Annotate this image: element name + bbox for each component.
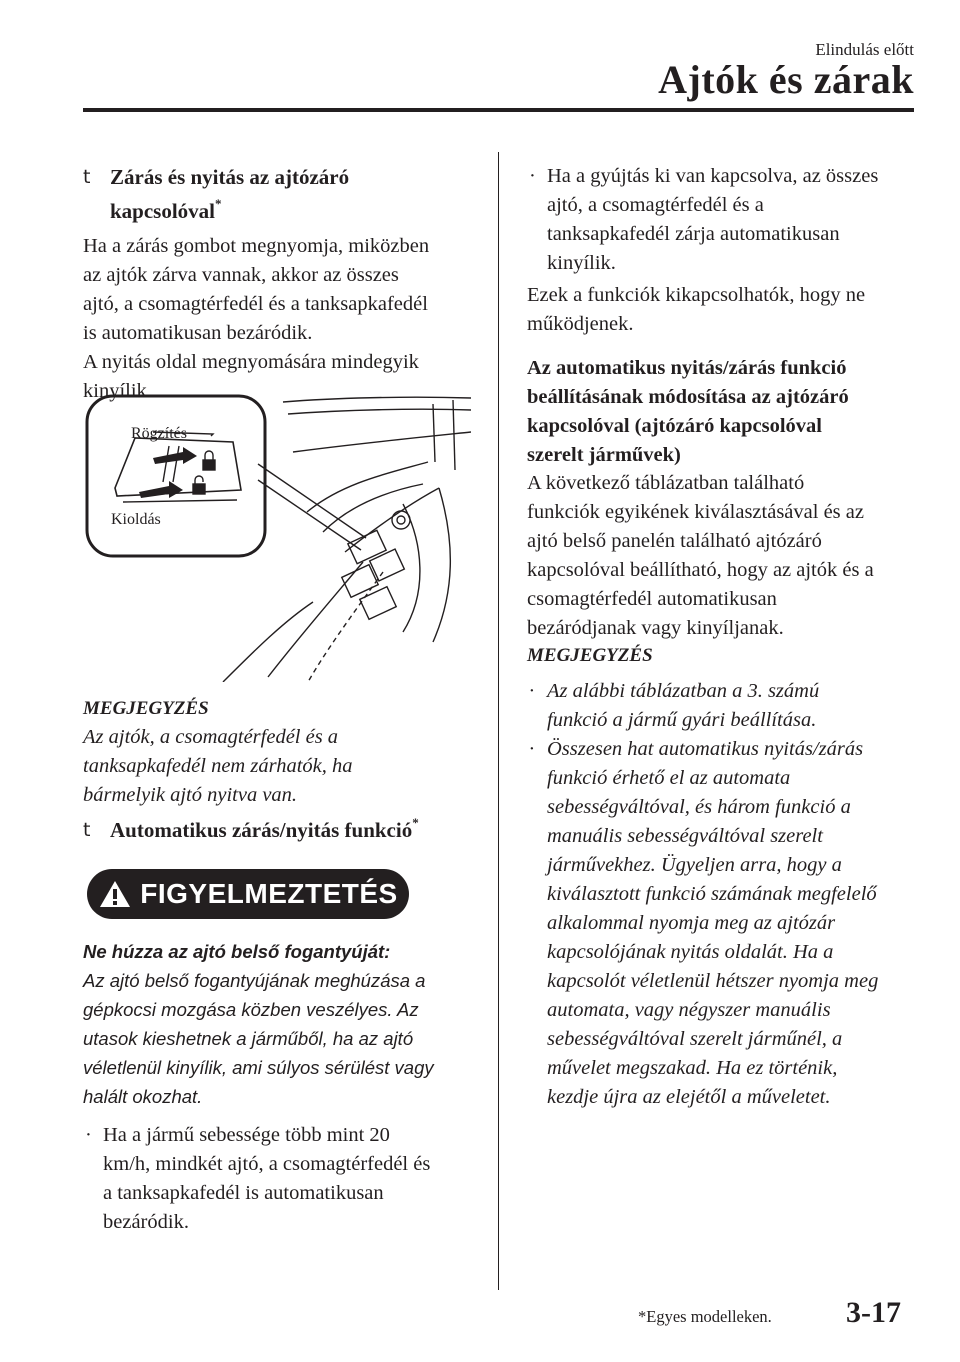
bullet-dot: ·: [529, 680, 535, 702]
text-line: az ajtók zárva vannak, akkor az összes: [83, 264, 399, 286]
text-line: Ha a zárás gombot megnyomja, miközben: [83, 235, 430, 257]
text-line: utasok kieshetnek a járműből, ha az ajtó: [83, 1028, 414, 1049]
header-rule: [83, 108, 914, 112]
text-line: ajtó belső panelén található ajtózáró: [527, 530, 822, 552]
note-title: MEGJEGYZÉS: [527, 645, 653, 666]
paragraph-lock-switch: [83, 232, 485, 406]
text-line: kinyílik.: [83, 380, 152, 402]
heading-line-2: kapcsolóval*: [110, 196, 222, 223]
text-line: ajtó, a csomagtérfedél és a: [547, 194, 764, 216]
label-lock: Rögzítés: [131, 425, 187, 442]
list-item: [527, 677, 919, 735]
text-line: kapcsolót véletlenül hétszer nyomja meg: [547, 970, 879, 992]
paragraph-table-intro: [527, 469, 919, 643]
warning-label: FIGYELMEZTETÉS: [140, 878, 398, 909]
text-line: kezdje újra az elejétől a műveletet.: [547, 1086, 831, 1108]
text-line: Az ajtók, a csomagtérfedél és a: [83, 726, 339, 748]
text-line: funkció érhető el az automata: [547, 767, 791, 789]
text-line: csomagtérfedél automatikusan: [527, 588, 777, 610]
note-factory-setting: [527, 641, 919, 1112]
heading-line-1: Zárás és nyitás az ajtózáró: [110, 165, 350, 189]
text-line: ajtó, a csomagtérfedél és a tanksapkafedél: [83, 293, 428, 315]
text-line: Ha a jármű sebessége több mint 20: [103, 1124, 390, 1146]
text-line: bezáródik.: [103, 1211, 189, 1233]
text-line: szerelt járművek): [527, 444, 681, 466]
text-line: működjenek.: [527, 313, 634, 335]
label-unlock: Kioldás: [111, 511, 161, 528]
bullet-ignition-off: [527, 162, 919, 278]
list-item: [527, 162, 919, 278]
text-line: Az automatikus nyitás/zárás funkció: [527, 357, 847, 379]
text-line: manuális sebességváltóval szerelt: [547, 825, 823, 847]
text-line: funkciók egyikének kiválasztásával és az: [527, 501, 864, 523]
text-line: gépkocsi mozgása közben veszélyes. Az: [83, 999, 419, 1020]
text-line: művelet megszakad. Ha ez történik,: [547, 1057, 838, 1079]
bullet-dot: ·: [85, 1124, 92, 1146]
warning-banner: [87, 869, 409, 919]
text-line: véletlenül kinyílik, ami súlyos sérülést vagy: [83, 1057, 434, 1078]
warning-triangle-icon: [98, 879, 132, 909]
subheading-change-settings: [527, 354, 919, 470]
heading-auto-lock: [83, 813, 485, 847]
warning-title: Ne húzza az ajtó belső fogantyúját:: [83, 941, 391, 962]
text-line: sebességváltóval szerelt járműnél, a: [547, 1028, 843, 1050]
text-line: sebességváltóval, és három funkció a: [547, 796, 851, 818]
door-lock-switch-illustration: [83, 392, 471, 682]
text-line: halált okozhat.: [83, 1086, 203, 1107]
text-line: járművekhez. Ügyeljen arra, hogy a: [547, 854, 842, 876]
text-line: funkció a jármű gyári beállítása.: [547, 709, 817, 731]
text-line: Összesen hat automatikus nyitás/zárás: [547, 738, 864, 760]
text-line: Ha a gyújtás ki van kapcsolva, az összes: [547, 165, 879, 187]
section-marker-icon: t: [83, 819, 91, 841]
list-item: [527, 735, 919, 1112]
section-marker-icon: t: [83, 166, 91, 188]
bullet-dot: ·: [529, 165, 536, 187]
paragraph-disable: [527, 281, 919, 339]
door-panel-drawing: [83, 392, 471, 682]
heading-text: Automatikus zárás/nyitás funkció*: [110, 815, 419, 842]
text-line: a tanksapkafedél is automatikusan: [103, 1182, 384, 1204]
footnote: *Egyes modelleken.: [638, 1307, 772, 1326]
text-line: kapcsolójának nyitás oldalát. Ha a: [547, 941, 834, 963]
text-line: kinyílik.: [547, 252, 616, 274]
text-line: kapcsolóval (ajtózáró kapcsolóval: [527, 415, 822, 437]
text-line: tanksapkafedél zárja automatikusan: [547, 223, 840, 245]
text-line: A következő táblázatban található: [527, 472, 805, 494]
note-title: MEGJEGYZÉS: [83, 698, 209, 719]
text-line: bármelyik ajtó nyitva van.: [83, 784, 298, 806]
warning-body: [83, 937, 485, 1111]
column-divider: [498, 152, 499, 1290]
page-title: Ajtók és zárak: [658, 57, 914, 102]
note-doors-open: [83, 694, 485, 810]
text-line: kiválasztott funkció számának megfelelő: [547, 883, 877, 905]
text-line: beállításának módosítása az ajtózáró: [527, 386, 849, 408]
text-line: automata, vagy négyszer manuális: [547, 999, 831, 1021]
section-name: Elindulás előtt: [815, 40, 914, 59]
bullet-speed-lock: [83, 1121, 485, 1237]
text-line: Ezek a funkciók kikapcsolhatók, hogy ne: [527, 284, 866, 306]
text-line: A nyitás oldal megnyomására mindegyik: [83, 351, 419, 373]
text-line: km/h, mindkét ajtó, a csomagtérfedél és: [103, 1153, 431, 1175]
text-line: alkalommal nyomja meg az ajtózár: [547, 912, 836, 934]
text-line: Az alábbi táblázatban a 3. számú: [547, 680, 820, 702]
page-number: 3-17: [846, 1296, 901, 1329]
text-line: bezáródjanak vagy kinyíljanak.: [527, 617, 784, 639]
text-line: Az ajtó belső fogantyújának meghúzása a: [83, 970, 426, 991]
text-line: tanksapkafedél nem zárhatók, ha: [83, 755, 353, 777]
bullet-dot: ·: [529, 738, 535, 760]
text-line: is automatikusan bezáródik.: [83, 322, 313, 344]
text-line: kapcsolóval beállítható, hogy az ajtók és a: [527, 559, 874, 581]
heading-lock-switch: [83, 160, 485, 228]
list-item: [83, 1121, 485, 1237]
